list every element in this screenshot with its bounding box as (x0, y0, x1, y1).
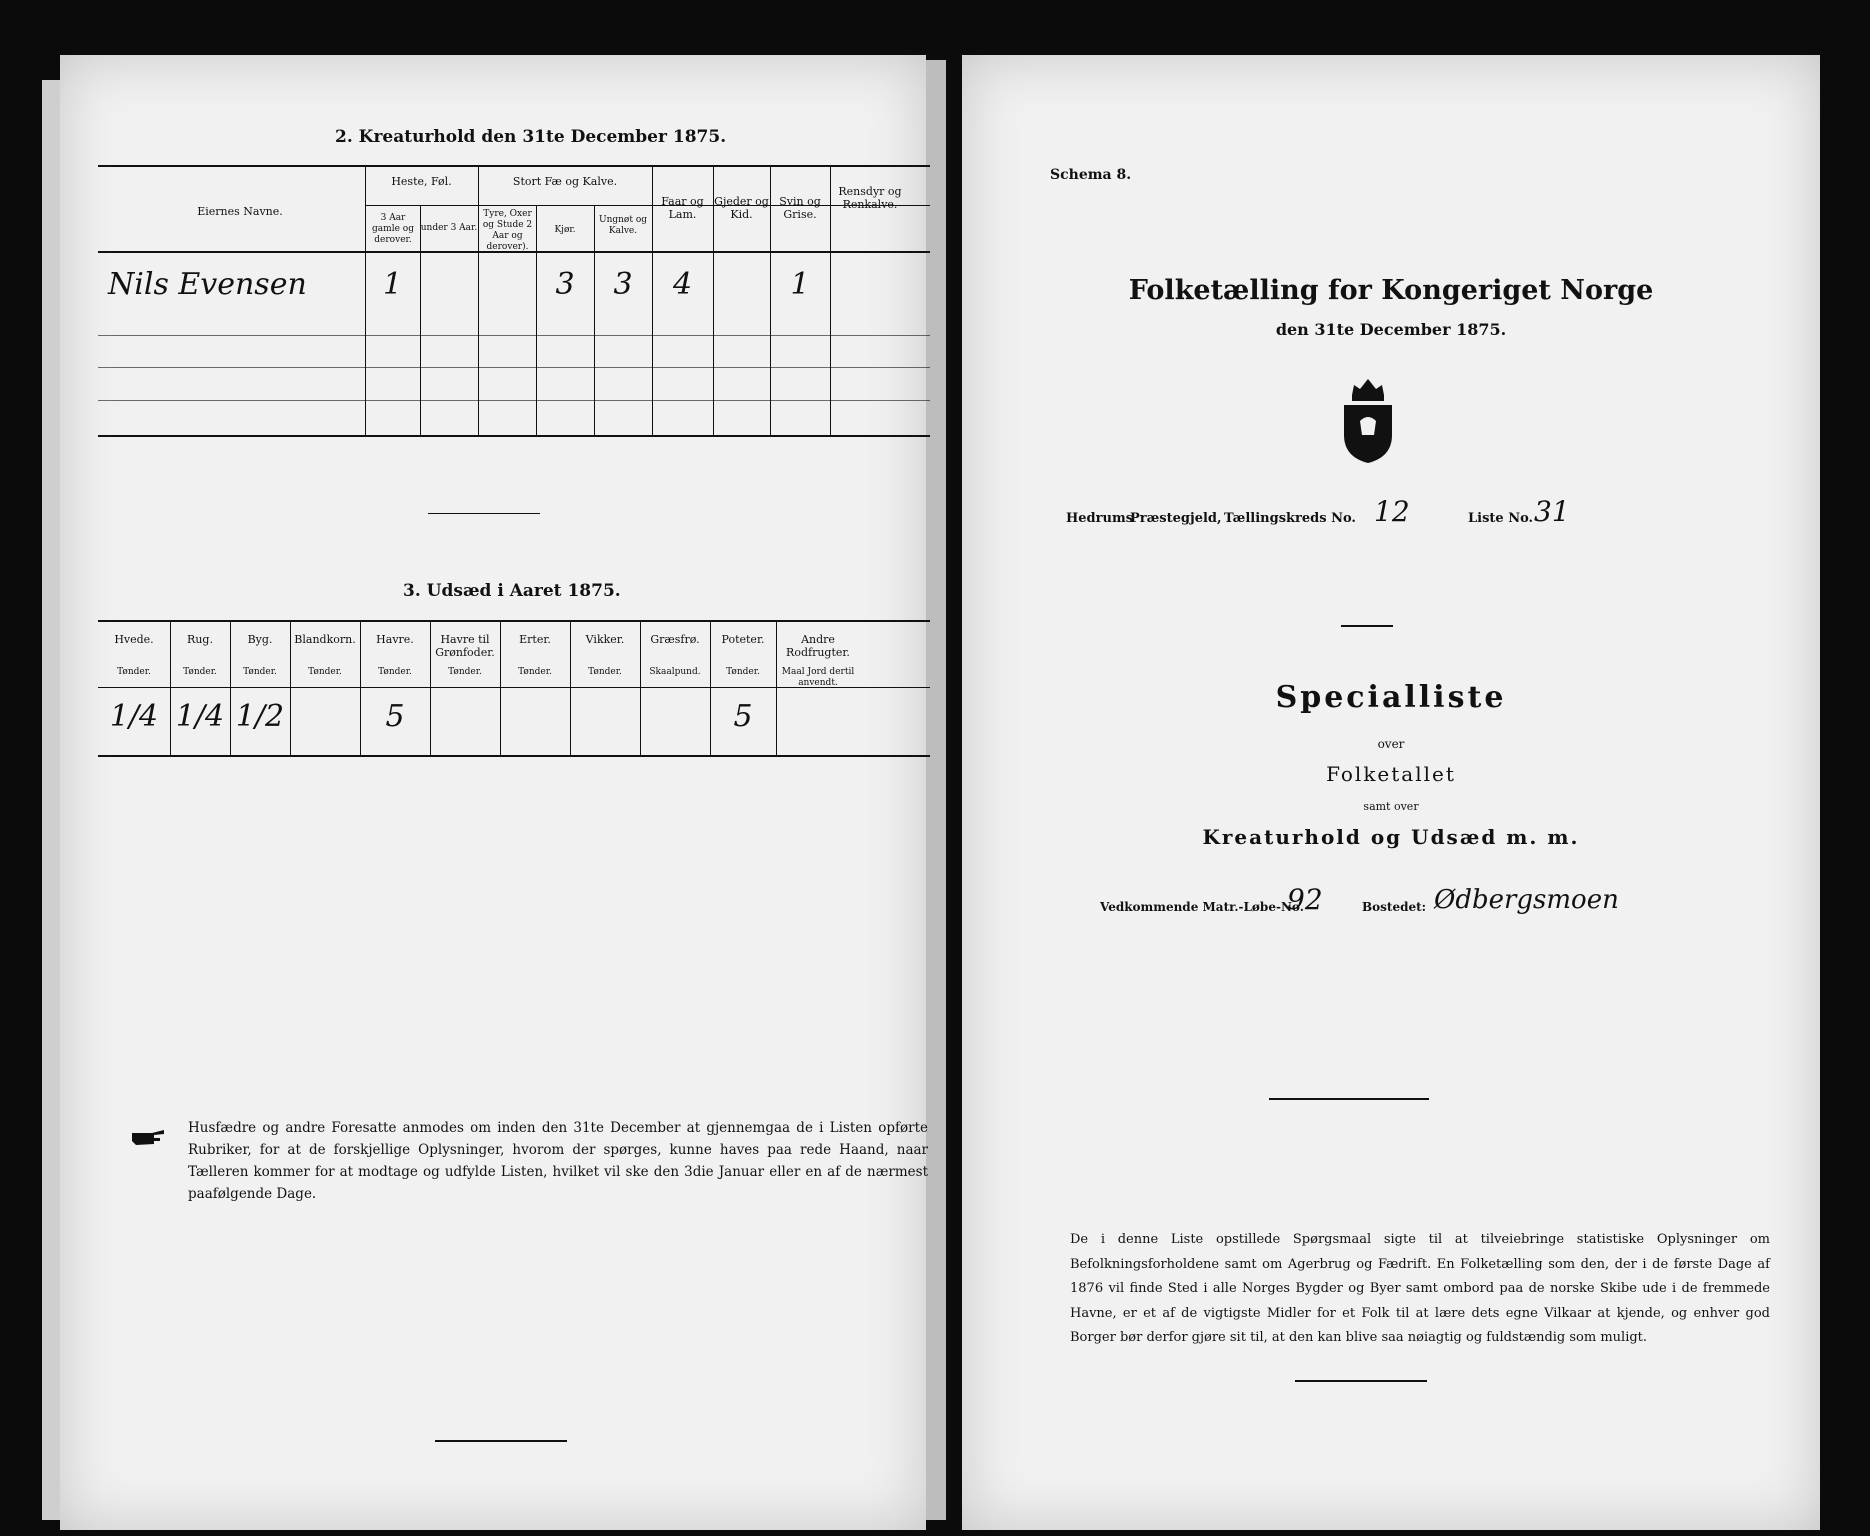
sowing-column-unit: Tønder. (518, 667, 552, 677)
sowing-column-header: Rug. (187, 633, 213, 646)
page-edge (42, 80, 62, 1520)
sowing-column-unit: Tønder. (588, 667, 622, 677)
table-rule (536, 205, 537, 435)
district-label: Tællingskreds No. (1224, 511, 1356, 526)
matr-number: 92 (1287, 883, 1323, 916)
coat-of-arms-icon (1338, 373, 1398, 463)
cows-cell: 3 (555, 267, 575, 302)
sowing-column-unit: Tønder. (183, 667, 217, 677)
horses-old-cell: 1 (382, 267, 403, 302)
young-cattle-header: Ungnøt og Kalve. (598, 215, 647, 236)
instructions-notice: Husfædre og andre Foresatte anmodes om inden den 31te December at gjennemgaa de i Listen opførte Rubriker, for at de forskjellige Oplysninger, hvorom der spørges, kunne haves paa rede Haand, naar Tælleren kommer for at modtage og udfylde Listen, hvilket vil ske den 3die Januar eller en af de nærmest paafølgende Dage. (188, 1120, 928, 1202)
list-label: Liste No. (1468, 511, 1534, 526)
folketallet-title: Folketallet (1326, 762, 1456, 786)
sheep-cell: 4 (672, 267, 693, 302)
divider (1269, 1098, 1429, 1100)
divider (435, 1440, 567, 1442)
sowing-column-header: Blandkorn. (294, 633, 356, 646)
horses-old-header: 3 Aar gamle og derover. (372, 213, 414, 245)
divider (428, 513, 540, 514)
table-rule (98, 165, 930, 167)
pigs-cell: 1 (790, 267, 810, 302)
sheep-column-header: Faar og Lam. (661, 195, 704, 221)
samt-over-text: samt over (1363, 800, 1419, 813)
district-number: 12 (1374, 495, 1410, 528)
sowing-column-header: Byg. (247, 633, 273, 646)
schema-label: Schema 8. (1050, 167, 1132, 183)
livestock-section-title: 2. Kreaturhold den 31te December 1875. (335, 127, 727, 147)
table-rule (594, 205, 595, 435)
pigs-column-header: Svin og Grise. (779, 195, 821, 221)
kreaturhold-title: Kreaturhold og Udsæd m. m. (1202, 825, 1580, 849)
owner-name-cell: Nils Evensen (108, 267, 307, 302)
cattle-column-header: Stort Fæ og Kalve. (512, 175, 618, 188)
horses-column-header: Heste, Føl. (391, 175, 452, 188)
sowing-column-header: Vikker. (585, 633, 625, 646)
sowing-column-unit: Skaalpund. (649, 667, 701, 677)
over-text: over (1377, 737, 1405, 751)
sowing-column-unit: Tønder. (243, 667, 277, 677)
parish-name: Hedrums (1066, 511, 1134, 526)
young-cattle-cell: 3 (613, 267, 633, 302)
specialliste-title: Specialliste (1275, 680, 1507, 715)
parish-label: Præstegjeld, (1130, 511, 1222, 526)
list-number: 31 (1534, 495, 1570, 528)
left-page (60, 55, 926, 1530)
census-date: den 31te December 1875. (1275, 320, 1507, 339)
horses-young-header: under 3 Aar. (420, 223, 478, 233)
bosted-label: Bostedet: (1362, 900, 1427, 914)
table-rule (98, 335, 930, 336)
sowing-value-cell: 1/4 (109, 699, 159, 734)
reindeer-column-header: Rensdyr og Renkalve. (838, 185, 902, 211)
pointing-hand-icon (130, 1125, 170, 1147)
sowing-column-header: Andre Rodfrugter. (786, 633, 850, 659)
sowing-column-unit: Tønder. (726, 667, 760, 677)
sowing-value-cell: 1/2 (235, 699, 285, 734)
sowing-column-unit: Tønder. (378, 667, 412, 677)
table-rule (98, 755, 930, 757)
census-heading: Folketælling for Kongeriget Norge (1128, 275, 1654, 306)
table-rule (98, 435, 930, 437)
sowing-column-header: Hvede. (114, 633, 154, 646)
owner-column-header: Eiernes Navne. (197, 205, 283, 218)
table-rule (478, 165, 479, 435)
sowing-column-header: Havre til Grønfoder. (435, 633, 495, 659)
sowing-column-unit: Tønder. (117, 667, 151, 677)
divider (1295, 1380, 1427, 1382)
page-edge (926, 60, 946, 1520)
right-page (962, 55, 1820, 1530)
sowing-column-header: Græsfrø. (650, 633, 700, 646)
sowing-column-header: Havre. (376, 633, 414, 646)
cows-header: Kjør. (554, 225, 576, 235)
table-rule (420, 205, 421, 435)
sowing-value-cell: 5 (733, 699, 753, 734)
table-rule (98, 620, 930, 622)
sowing-column-unit: Maal Jord dertil anvendt. (781, 667, 855, 688)
sowing-column-unit: Tønder. (308, 667, 342, 677)
sowing-value-cell: 1/4 (175, 699, 225, 734)
goats-column-header: Gjeder og Kid. (714, 195, 769, 221)
footer-explanation: De i denne Liste opstillede Spørgsmaal sigte til at tilveiebringe statistiske Oplysninger om Befolkningsforholdene samt om Agerbrug og Fædrift. En Folketælling som den, der i de første Dage af 1876 vil finde Sted i alle Norges Bygder og Byer samt ombord paa de norske Skibe ude i de fremmede Havne, er et af de vigtigste Midler for et Folk til at lære dets egne Vilkaar at kjende, og enhver god Borger bør derfor gjøre sit til, at den kan blive saa nøiagtig og fuldstændig som muligt. (1070, 1232, 1770, 1345)
table-rule (98, 400, 930, 401)
sowing-column-header: Erter. (519, 633, 551, 646)
sowing-column-header: Poteter. (721, 633, 765, 646)
sowing-section-title: 3. Udsæd i Aaret 1875. (403, 581, 621, 601)
bulls-header: Tyre, Oxer og Stude 2 Aar og derover). (482, 209, 533, 252)
divider (1341, 625, 1393, 627)
bosted-value: Ødbergsmoen (1434, 885, 1619, 915)
sowing-value-cell: 5 (385, 699, 405, 734)
table-rule (98, 367, 930, 368)
sowing-column-unit: Tønder. (448, 667, 482, 677)
matr-label: Vedkommende Matr.-Løbe-No. (1100, 900, 1304, 914)
